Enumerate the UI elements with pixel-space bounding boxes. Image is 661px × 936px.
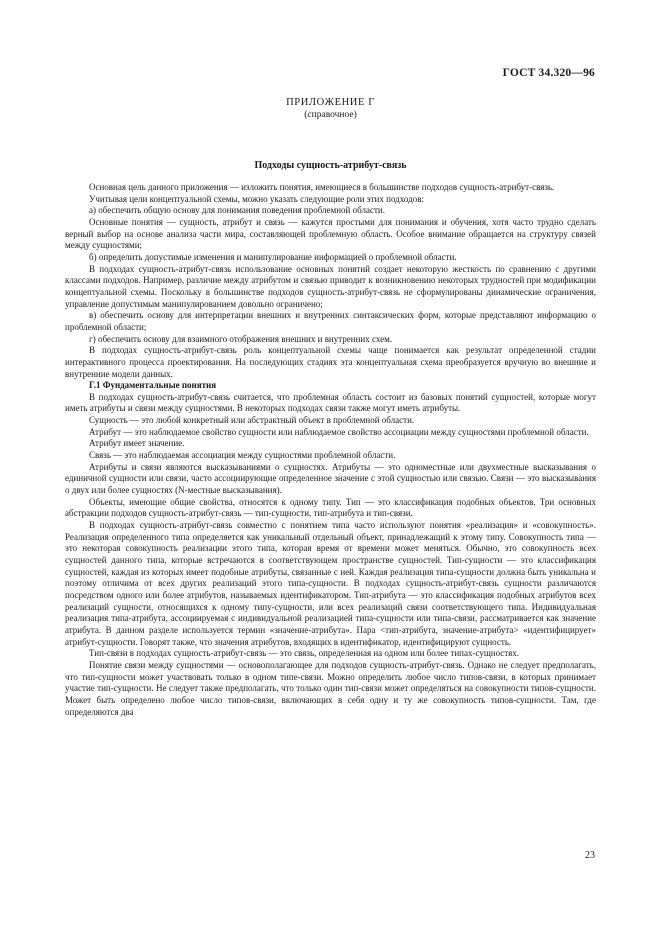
section-title: Подходы сущность-атрибут-связь	[254, 160, 407, 171]
paragraph: В подходах сущность-атрибут-связь роль концептуальной схемы чаще понимается как результат определенной стадии интерактивного процесса проектирования. На последующих стадиях эта концептуальная схема преобразуется вручную во внешние и внутренние модели данных.	[65, 345, 596, 379]
body-text	[65, 182, 596, 718]
page-number: 23	[585, 850, 595, 861]
paragraph: В подходах сущность-атрибут-связь использование основных понятий создает некоторую жесткость по сравнению с другими классами подходов. Например, различие между атрибутом и связью приводит к возникновению некоторых трудностей при модификации концептуальной схемы. Поскольку в большинстве подходов сущность-атрибут-связь не сформулированы динамические ограничения, управление допустимым манипулированием довольно ограничено;	[65, 263, 596, 309]
paragraph: Атрибуты и связи являются высказываниями о сущностях. Атрибуты — это одноместные или двухместные высказывания о единичной сущности или связи, часто ассоциирующие определенное значение с этой сущностью или связью. Связи — это высказывания о двух или более сущностях (N-местные высказывания).	[65, 461, 596, 496]
paragraph: Атрибут имеет значение.	[89, 438, 185, 449]
subsection-heading: Г.1 Фундаментальные понятия	[89, 380, 217, 391]
paragraph: г) обеспечить основу для взаимного отображения внешних и внутренних схем.	[89, 333, 393, 344]
paragraph: Основная цель данного приложения — изложить понятия, имеющиеся в большинстве подходов сущность-атрибут-связь.	[89, 182, 555, 192]
paragraph: б) определить допустимые изменения и манипулирование информацией о проблемной области.	[89, 251, 457, 262]
appendix-subtitle: (справочное)	[304, 110, 357, 120]
paragraph: Понятие связи между сущностями — основополагающее для подходов сущность-атрибут-связь. Однако не следует предполагать, что тип-сущности может участвовать только в одном типе-связи. Можно определить любое число типов-связи, в которых принимает участие тип-сущности. Не следует также предполагать, что только один тип-связи может определяться на совокупности типов-сущности. Может быть определено любое число типов-связи, включающих в себя одну и ту же совокупность типов-сущности. Там, где определяются два	[65, 659, 596, 717]
paragraph: В подходах сущность-атрибут-связь считается, что проблемная область состоит из базовых понятий сущностей, которые могут иметь атрибуты и связи между сущностями. В некоторых подходах связи также могут иметь атрибуты.	[65, 391, 596, 414]
paragraph: а) обеспечить общую основу для понимания поведения проблемной области.	[89, 205, 385, 216]
paragraph: В подходах сущность-атрибут-связь совместно с понятием типа часто используют понятия «реализация» и «совокупность». Реализация определенного типа определяется как уникальный отдельный объект, принадлежащий к этому типу. Совокупность типа — это некоторая совокупность реализации этого типа, которая время от времени может меняться. Обычно, это совокупность всех сущностей данного типа, которые встречаются в соответствующем пространстве сущностей. Тип-сущности — это классификация сущностей, каждая из которых имеет подобные атрибуты, связанные с ней. Каждая реализация типа-сущности должна быть уникальна и поэтому отличима от всех других реализаций этого типа-сущности. В подходах сущность-атрибут-связь сущности различаются посредством одного или более атрибутов, называемых идентификатором. Тип-атрибута — это классификация подобных атрибутов всех реализаций сущности, относящихся к одному типу-сущности, или всех реализаций связи соответствующего типа. Индивидуальная реализация типа-атрибута, ассоциируемая с индивидуальной реализацией типа-сущности или типа-связи, рассматривается как значение атрибута. В данном разделе используется термин «значение-атрибута». Пара <тип-атрибута, значение-атрибута> «идентифицирует» атрибут-сущности. Говорят также, что значения атрибутов, входящих в идентификатор, идентифицируют сущность.	[65, 520, 596, 647]
appendix-title: ПРИЛОЖЕНИЕ Г	[286, 97, 375, 108]
paragraph: Тип-связи в подходах сущность-атрибут-связь — это связь, определенная на одном или более типах-сущностях.	[89, 648, 519, 659]
paragraph: Сущность — это любой конкретный или абстрактный объект в проблемной области.	[89, 415, 415, 426]
paragraph: Основные понятия — сущность, атрибут и связь — кажутся простыми для понимания и обучения, хотя часто трудно сделать верный выбор на основе анализа части мира, составляющей проблемную область. Особое внимание обращается на структуру связей между сущностями;	[65, 216, 596, 251]
paragraph: Связь — это наблюдаемая ассоциация между сущностями проблемной области.	[89, 450, 396, 461]
paragraph: Атрибут — это наблюдаемое свойство сущности или наблюдаемое свойство ассоциации между сущностями проблемной области.	[89, 426, 589, 437]
paragraph: Учитывая цели концептуальной схемы, можно указать следующие роли этих подходов:	[89, 193, 424, 204]
paragraph: в) обеспечить основу для интерпретации внешних и внутренних синтаксических форм, которые представляют информацию о проблемной области;	[65, 310, 596, 332]
standard-header: ГОСТ 34.320—96	[502, 67, 595, 79]
paragraph: Объекты, имеющие общие свойства, относятся к одному типу. Тип — это классификация подобных объектов. Три основных абстракции подходов сущность-атрибут-связь — тип-сущности, тип-атрибута и тип-связи.	[65, 496, 596, 519]
appendix-heading	[0, 97, 661, 121]
